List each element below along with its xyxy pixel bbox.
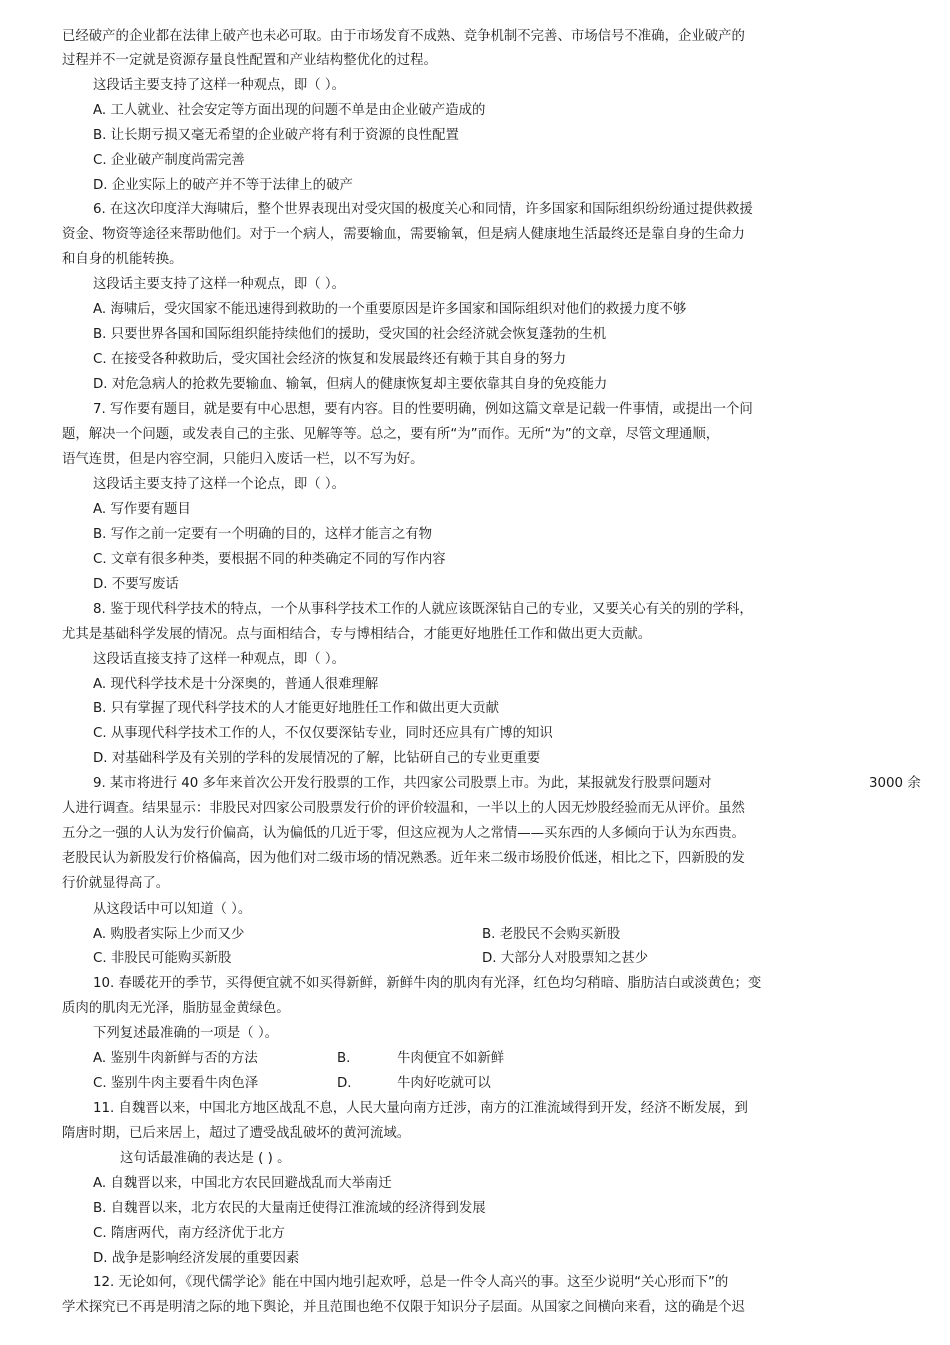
text-line: 隋唐时期，已后来居上，超过了遭受战乱破坏的黄河流域。: [62, 1126, 411, 1141]
question-stem: 从这段话中可以知道（ ）。: [93, 902, 252, 917]
option-a: A. 海啸后，受灾国家不能迅速得到救助的一个重要原因是许多国家和国际组织对他们的救援力度不够: [93, 302, 687, 317]
option-c: C. 非股民可能购买新股: [93, 951, 232, 966]
option-b: B. 自魏晋以来，北方农民的大量南迁使得江淮流域的经济得到发展: [93, 1201, 486, 1216]
question-stem: 这段话主要支持了这样一个论点，即（ ）。: [93, 477, 345, 492]
option-c: C. 在接受各种救助后，受灾国社会经济的恢复和发展最终还有赖于其自身的努力: [93, 352, 567, 367]
text-line: 五分之一强的人认为发行价偏高，认为偏低的几近于零，但这应视为人之常情——买东西的人多倾向于认为东西贵。: [62, 826, 745, 841]
option-a: A. 现代科学技术是十分深奥的，普通人很难理解: [93, 677, 379, 692]
text-line: 资金、物资等途径来帮助他们。对于一个病人，需要输血，需要输氧，但是病人健康地生活最终还是靠自身的生命力: [62, 227, 745, 242]
option-c: C. 隋唐两代，南方经济优于北方: [93, 1226, 285, 1241]
question-stem: 这句话最准确的表达是 ( ) 。: [120, 1151, 291, 1166]
question-12: 12. 无论如何，《现代儒学论》能在中国内地引起欢呼，总是一件令人高兴的事。这至少说明“关心形而下”的: [93, 1275, 729, 1290]
text-line: 老股民认为新股发行价格偏高，因为他们对二级市场的情况熟悉。近年来二级市场股价低迷，相比之下，四新股的发: [62, 851, 745, 866]
option-b-letter: B.: [337, 1051, 351, 1066]
question-stem: 这段话直接支持了这样一种观点，即（ ）。: [93, 652, 345, 667]
question-11: 11. 自魏晋以来，中国北方地区战乱不息，人民大量向南方迁涉，南方的江淮流域得到开发，经济不断发展，到: [93, 1101, 748, 1116]
question-stem: 这段话主要支持了这样一种观点，即（ ）。: [93, 78, 345, 93]
option-d: D. 对基础科学及有关别的学科的发展情况的了解，比钻研自己的专业更重要: [93, 751, 541, 766]
question-stem: 下列复述最准确的一项是（ ）。: [93, 1026, 279, 1041]
option-b: 牛肉便宜不如新鲜: [397, 1051, 505, 1066]
option-c: C. 文章有很多种类，要根据不同的种类确定不同的写作内容: [93, 552, 446, 567]
text-line: 已经破产的企业都在法律上破产也未必可取。由于市场发育不成熟、竞争机制不完善、市场信号不准确，企业破产的: [62, 29, 745, 44]
option-a: A. 自魏晋以来，中国北方农民回避战乱而大举南迁: [93, 1176, 392, 1191]
option-d: D. 对危急病人的抢救先要输血、输氧，但病人的健康恢复却主要依靠其自身的免疫能力: [93, 377, 608, 392]
option-b: B. 让长期亏损又毫无希望的企业破产将有利于资源的良性配置: [93, 128, 459, 143]
option-d: D. 不要写废话: [93, 577, 179, 592]
option-c: C. 鉴别牛肉主要看牛肉色泽: [93, 1076, 259, 1091]
option-b: B. 写作之前一定要有一个明确的目的，这样才能言之有物: [93, 527, 433, 542]
option-d: D. 战争是影响经济发展的重要因素: [93, 1251, 300, 1266]
text-line: 过程并不一定就是资源存量良性配置和产业结构整优化的过程。: [62, 53, 437, 68]
text-line: 和自身的机能转换。: [62, 252, 183, 267]
option-a: A. 鉴别牛肉新鲜与否的方法: [93, 1051, 258, 1066]
text-line: 尤其是基础科学发展的情况。点与面相结合，专与博相结合，才能更好地胜任工作和做出更大贡献。: [62, 627, 652, 642]
question-9: 9. 某市将进行 40 多年来首次公开发行股票的工作，共四家公司股票上市。为此，某报就发行股票问题对: [93, 776, 712, 791]
question-9-tail: 3000 余: [869, 776, 921, 791]
option-a: A. 购股者实际上少而又少: [93, 927, 245, 942]
text-line: 质肉的肌肉无光泽，脂肪显金黄绿色。: [62, 1001, 290, 1016]
text-line: 题，解决一个问题，或发表自己的主张、见解等等。总之，要有所“为”而作。无所“为”的文章，尽管文理通顺，: [62, 427, 720, 442]
question-10: 10. 春暖花开的季节，买得便宜就不如买得新鲜，新鲜牛肉的肌肉有光泽，红色均匀稍暗、脂肪洁白或淡黄色；变: [93, 976, 762, 991]
text-line: 行价就显得高了。: [62, 876, 170, 891]
question-8: 8. 鉴于现代科学技术的特点，一个从事科学技术工作的人就应该既深钻自己的专业，又要关心有关的别的学科，: [93, 602, 753, 617]
text-line: 人进行调查。结果显示：非股民对四家公司股票发行价的评价较温和，一半以上的人因无炒股经验而无从评价。虽然: [62, 801, 745, 816]
question-stem: 这段话主要支持了这样一种观点，即（ ）。: [93, 277, 345, 292]
text-line: 语气连贯，但是内容空洞，只能归入废话一栏，以不写为好。: [62, 452, 424, 467]
option-d: 牛肉好吃就可以: [397, 1076, 491, 1091]
option-b: B. 只要世界各国和国际组织能持续他们的援助，受灾国的社会经济就会恢复蓬勃的生机: [93, 327, 607, 342]
option-b: B. 老股民不会购买新股: [482, 927, 621, 942]
option-a: A. 写作要有题目: [93, 502, 191, 517]
option-d-letter: D.: [337, 1076, 352, 1091]
option-b: B. 只有掌握了现代科学技术的人才能更好地胜任工作和做出更大贡献: [93, 701, 500, 716]
option-c: C. 企业破产制度尚需完善: [93, 153, 245, 168]
text-line: 学术探究已不再是明清之际的地下舆论，并且范围也绝不仅限于知识分子层面。从国家之间横向来看，这的确是个迟: [62, 1300, 745, 1315]
option-c: C. 从事现代科学技术工作的人，不仅仅要深钻专业，同时还应具有广博的知识: [93, 726, 553, 741]
question-6: 6. 在这次印度洋大海啸后，整个世界表现出对受灾国的极度关心和同情，许多国家和国际组织纷纷通过提供救援: [93, 202, 753, 217]
question-7: 7. 写作要有题目，就是要有中心思想，要有内容。目的性要明确，例如这篇文章是记载一件事情，或提出一个问: [93, 402, 753, 417]
option-d: D. 企业实际上的破产并不等于法律上的破产: [93, 178, 353, 193]
option-a: A. 工人就业、社会安定等方面出现的问题不单是由企业破产造成的: [93, 103, 486, 118]
option-d: D. 大部分人对股票知之甚少: [482, 951, 649, 966]
